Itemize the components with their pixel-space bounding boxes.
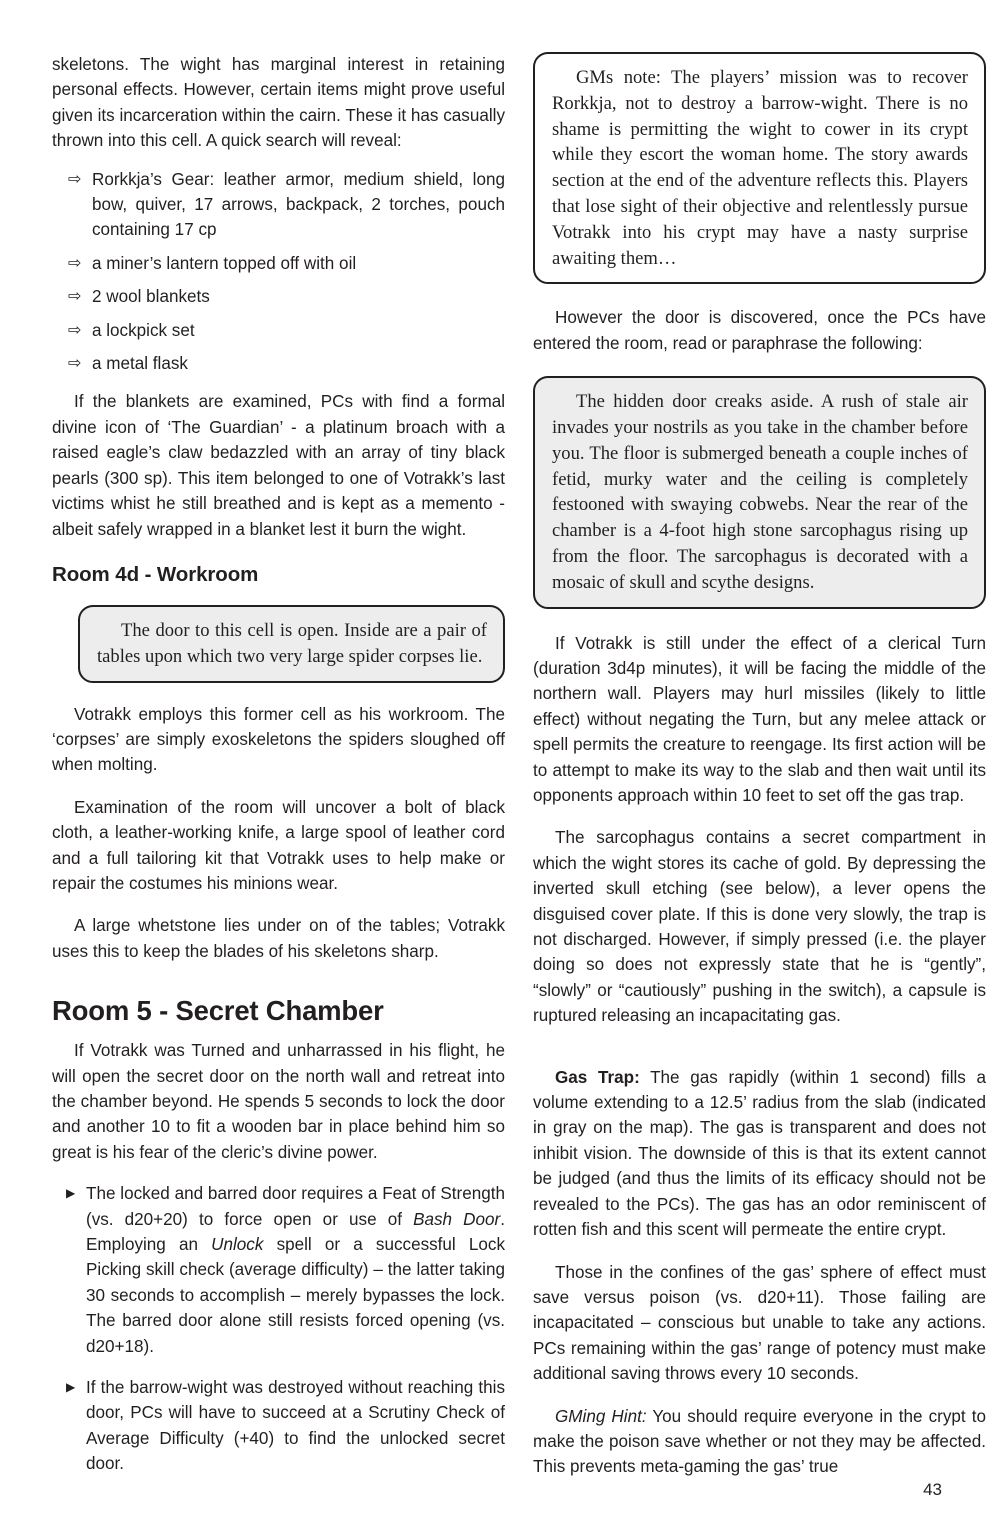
list-item-label: a miner’s lantern topped off with oil xyxy=(92,253,357,273)
read-aloud-box-room-5: The hidden door creaks aside. A rush of stale air invades your nostrils as you take in the chamber before you. The floor is submerged beneath a couple inches of fetid, murky water and the ceiling is completely festooned with swaying cobwebs. Near the rear of the chamber is a 4-foot high stone sarcophagus rising up from the floor. The sarcophagus is decorated with a mosaic of skull and scythe designs. xyxy=(533,376,986,608)
arrow-bullet-icon: ⇨ xyxy=(68,286,82,306)
list-item-label: 2 wool blankets xyxy=(92,287,210,307)
page-number: 43 xyxy=(923,1480,942,1499)
arrow-bullet-icon: ⇨ xyxy=(68,353,82,373)
list-item-label: Rorkkja’s Gear: leather armor, medium shield, long bow, quiver, 17 arrows, backpack, 2 torches, pouch containing 17 cp xyxy=(92,169,505,240)
turn-effect-paragraph: If Votrakk is still under the effect of a clerical Turn (duration 3d4p minutes), it will be facing the middle of the northern wall. Players may hurl missiles (likely to little effect) without negating the Turn, but any melee attack or spell permits the creature to reengage. Its first action will be to attempt to make its way to the slab and then wait until its opponents approach within 10 feet to set off the gas trap. xyxy=(533,633,986,805)
triangle-bullet-icon: ▶ xyxy=(66,1380,76,1395)
gming-hint-paragraph xyxy=(533,1404,986,1480)
locked-door-bullet xyxy=(52,1181,505,1359)
arrow-bullet-icon: ⇨ xyxy=(68,168,82,188)
poison-save-paragraph: Those in the confines of the gas’ sphere of effect must save versus poison (vs. d20+11). Those failing are incapacitated – conscious but unable to take any actions. PCs remaining within the gas’ range of potency must make additional saving throws every 10 seconds. xyxy=(533,1262,986,1384)
left-column xyxy=(52,52,505,1477)
gming-hint-text: You should require everyone in the crypt to make the poison save whether or not they may be affected. This prevents meta-gaming the gas’ true xyxy=(533,1406,986,1477)
blanket-paragraph: If the blankets are examined, PCs with find a formal divine icon of ‘The Guardian’ - a platinum broach with a raised eagle’s claw bedazzled with an array of tiny black pearls (300 sp). This item belonged to one of Votrakk’s last victims whist he still breathed and is kept as a memento - albeit safely wrapped in a blanket lest it burn the wight. xyxy=(52,392,505,539)
workroom-paragraph-3: A large whetstone lies under on of the tables; Votrakk uses this to keep the blades of his skeletons sharp. xyxy=(52,916,505,961)
unlock-italic: Unlock xyxy=(211,1235,264,1254)
arrow-bullet-icon: ⇨ xyxy=(68,319,82,339)
workroom-paragraph-2: Examination of the room will uncover a bolt of black cloth, a leather-working knife, a large spool of leather cord and a full tailoring kit that Votrakk uses to help make or repair the costumes his minions wear. xyxy=(52,797,505,893)
gming-hint-label: GMing Hint: xyxy=(555,1406,647,1426)
triangle-bullet-icon: ▶ xyxy=(66,1186,76,1201)
gms-note-box: GMs note: The players’ mission was to recover Rorkkja, not to destroy a barrow-wight. There is no shame is permitting the wight to cower in its crypt while they escort the woman home. The story awards section at the end of the adventure reflects this. Players that lose sight of their objective and relentlessly pursue Votrakk into his crypt may have a nasty surprise awaiting them… xyxy=(533,52,986,284)
gas-trap-text: The gas rapidly (within 1 second) fills a volume extending to a 12.5’ radius from the slab (indicated in gray on the map). The gas is transparent and does not inhibit vision. The downside of this is that its extent cannot be judged (and thus the limits of its efficacy should not be revealed to the PCs). The gas has an odor reminiscent of rotten fish and this scent will permeate the entire crypt. xyxy=(533,1067,986,1240)
list-item xyxy=(52,167,505,243)
gas-trap-paragraph xyxy=(533,1065,986,1243)
workroom-paragraph-1: Votrakk employs this former cell as his workroom. The ‘corpses’ are simply exoskeletons the spiders sloughed off when molting. xyxy=(52,704,505,775)
read-aloud-box-room-4d: The door to this cell is open. Inside are a pair of tables upon which two very large spider corpses lie. xyxy=(78,605,505,683)
sarcophagus-paragraph: The sarcophagus contains a secret compartment in which the wight stores its cache of gold. By depressing the inverted skull etching (see below), a lever opens the disguised cover plate. If this is done very slowly, the trap is not discharged. However, if simply pressed (i.e. the player doing so does not expressly state that he is “gently”, “slowly” or “cautiously” pushing in the switch), a capsule is ruptured releasing an incapacitating gas. xyxy=(533,828,986,1026)
list-item xyxy=(52,251,505,276)
right-column xyxy=(533,52,986,1480)
paragraph-continuation: skeletons. The wight has marginal interest in retaining personal effects. However, certain items might prove useful given its incarceration within the cairn. These it has casually thrown into this cell. A quick search will reveal: xyxy=(52,55,505,151)
gas-trap-label: Gas Trap: xyxy=(555,1067,640,1087)
secret-door-bullet xyxy=(52,1375,505,1477)
room-4d-heading: Room 4d - Workroom xyxy=(52,562,259,586)
list-item-label: a lockpick set xyxy=(92,320,195,340)
bullet-text: If the barrow-wight was destroyed without reaching this door, PCs will have to succeed at a Scrutiny Check of Average Difficulty (+40) to find the unlocked secret door. xyxy=(86,1378,505,1474)
list-item-label: a metal flask xyxy=(92,354,188,374)
door-discovery-paragraph: However the door is discovered, once the PCs have entered the room, read or paraphrase the following: xyxy=(533,308,986,353)
list-item xyxy=(52,284,505,309)
secret-chamber-paragraph: If Votrakk was Turned and unharrassed in his flight, he will open the secret door on the north wall and retreat into the chamber beyond. He spends 5 seconds to lock the door and another 10 to fit a wooden bar in place behind him so great is his fear of the cleric’s divine power. xyxy=(52,1041,505,1162)
room-5-heading: Room 5 - Secret Chamber xyxy=(52,995,384,1027)
bash-door-italic: Bash Door xyxy=(413,1209,501,1229)
bullet-text: The locked and barred door requires a Feat of Strength (vs. d20+20) to force open or use of Bash Door. Employing an Unlock spell or a successful Lock Picking skill check (average difficulty) – the latter taking 30 seconds to accomplish – merely bypasses the lock. The barred door alone still resists forced opening (vs. d20+18). xyxy=(86,1184,505,1356)
gear-list xyxy=(52,167,505,377)
arrow-bullet-icon: ⇨ xyxy=(68,252,82,272)
list-item xyxy=(52,318,505,343)
list-item xyxy=(52,351,505,376)
